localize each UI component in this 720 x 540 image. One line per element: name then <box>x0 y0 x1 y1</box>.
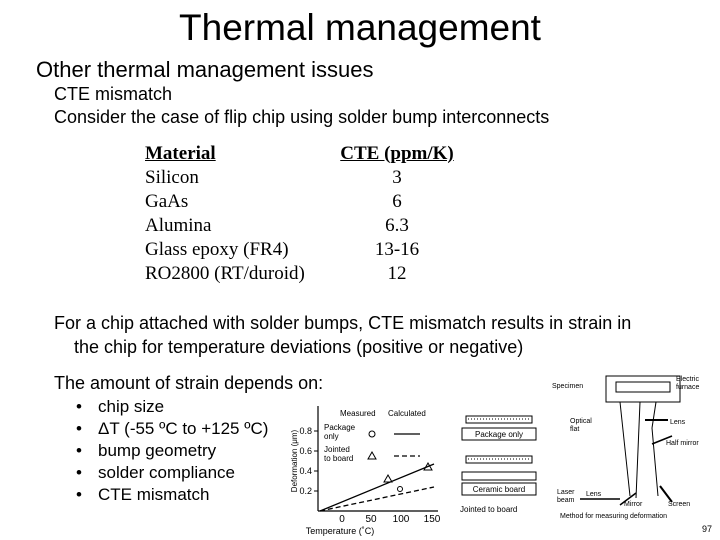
ceramic-board-label: Ceramic board <box>472 485 526 494</box>
table-cell-material: Alumina <box>145 215 212 236</box>
optical-flat-label: Optical <box>570 418 592 425</box>
list-item: • solder compliance <box>76 462 268 484</box>
slide-title: Thermal management <box>179 7 541 48</box>
table-cell-cte: 3 <box>392 167 402 188</box>
list-item: • bump geometry <box>76 440 268 462</box>
x-tick-label: 150 <box>423 514 441 525</box>
light-path <box>620 402 630 496</box>
light-path <box>652 402 656 428</box>
legend-package: Package <box>324 423 356 432</box>
y-tick-label: 0.2 <box>299 486 312 496</box>
x-tick-label: 0 <box>339 514 345 525</box>
package-curve <box>320 487 434 511</box>
laser-beam-label: Laser <box>557 489 575 496</box>
y-axis-label: Deformation (μm) <box>290 429 299 493</box>
table-cell-material: RO2800 (RT/duroid) <box>145 263 305 284</box>
lens-label: Lens <box>670 419 686 426</box>
apparatus-caption: Method for measuring deformation <box>560 513 667 520</box>
laser-beam-label: beam <box>557 497 575 504</box>
strain-paragraph-line: the chip for temperature deviations (positive or negative) <box>74 337 524 357</box>
package-only-label: Package only <box>474 430 524 439</box>
x-tick-label: 50 <box>365 514 377 525</box>
legend-measured: Measured <box>340 409 376 418</box>
legend-jointed: to board <box>324 454 354 463</box>
table-cell-cte: 13-16 <box>374 239 420 260</box>
context-line: Consider the case of flip chip using solder bump interconnects <box>54 107 550 127</box>
furnace-label: Electric <box>676 376 699 383</box>
deformation-figure <box>280 368 720 540</box>
specimen-holder <box>616 382 670 392</box>
jointed-curve <box>320 464 434 511</box>
table-cell-material: GaAs <box>145 191 189 212</box>
y-tick-label: 0.4 <box>299 466 312 476</box>
table-cell-cte: 6.3 <box>385 215 409 236</box>
x-tick-label: 100 <box>392 514 410 525</box>
table-header-material: Material <box>145 143 216 164</box>
legend-jointed: Jointed <box>324 445 350 454</box>
slide-subtitle: Other thermal management issues <box>36 57 374 82</box>
half-mirror-label: Half mirror <box>666 440 699 447</box>
table-cell-material: Silicon <box>145 167 199 188</box>
strain-paragraph <box>54 311 704 359</box>
list-item: • chip size <box>76 396 268 418</box>
data-point <box>384 475 392 482</box>
screen-sketch <box>660 486 672 502</box>
jointed-to-board-label: Jointed to board <box>460 505 518 514</box>
x-axis-label: Temperature (˚C) <box>305 526 375 536</box>
depends-heading: The amount of strain depends on: <box>54 373 324 393</box>
measured-triangle-marker <box>368 452 376 459</box>
y-tick-label: 0.6 <box>299 446 312 456</box>
y-tick-label: 0.8 <box>299 426 312 436</box>
legend-calculated: Calculated <box>388 409 426 418</box>
furnace-label: furnace <box>676 384 700 391</box>
topic-line: CTE mismatch <box>54 84 173 104</box>
specimen-label: Specimen <box>552 383 584 390</box>
table-cell-material: Glass epoxy (FR4) <box>145 239 289 260</box>
strain-paragraph-line: For a chip attached with solder bumps, CTE mismatch results in strain in <box>54 313 632 333</box>
light-path <box>636 402 640 498</box>
screen-label: Screen <box>668 501 691 508</box>
page-number: 97 <box>701 524 712 534</box>
table-cell-cte: 12 <box>387 263 407 284</box>
list-item: • ΔT (-55 ºC to +125 ºC) <box>76 418 268 440</box>
list-item: • CTE mismatch <box>76 484 268 506</box>
mirror-label: Mirror <box>624 501 643 508</box>
table-header-cte: CTE (ppm/K) <box>340 143 454 164</box>
data-point <box>398 487 403 492</box>
legend-package: only <box>324 432 339 441</box>
light-path <box>652 428 658 496</box>
table-cell-cte: 6 <box>392 191 402 212</box>
optical-flat-label: flat <box>570 426 580 433</box>
measured-circle-marker <box>369 431 375 437</box>
factor-list <box>76 396 268 506</box>
package-sketch <box>462 472 536 480</box>
lens-label: Lens <box>586 491 602 498</box>
